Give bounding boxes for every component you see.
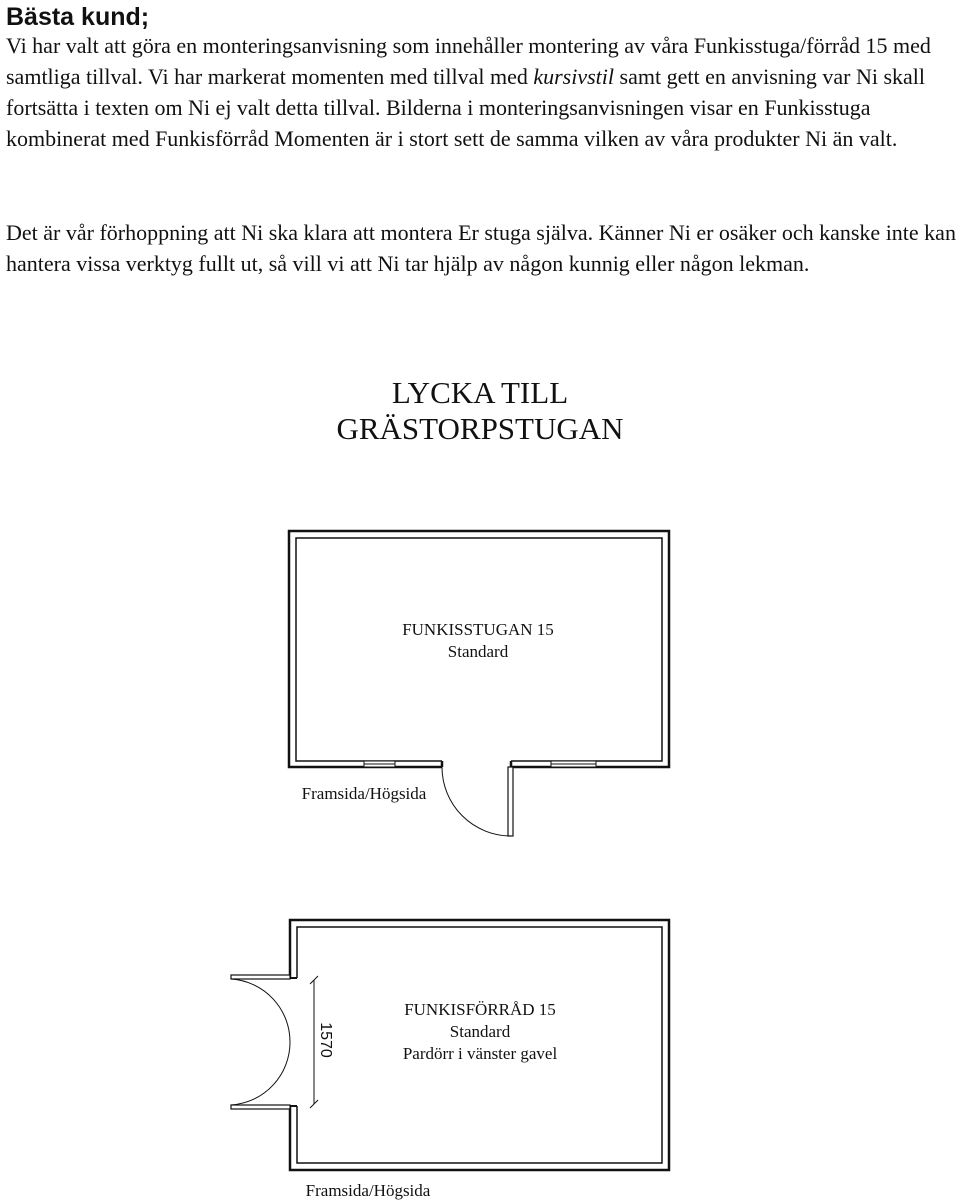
door-dimension-line — [310, 976, 318, 1108]
cabin-variant: Standard — [447, 642, 509, 661]
intro-italic-word: kursivstil — [533, 64, 615, 89]
cabin-front-label: Framsida/Högsida — [301, 784, 427, 803]
shed-front-label: Framsida/Högsida — [305, 1181, 431, 1200]
cabin-door — [442, 761, 513, 836]
shed-title: FUNKISFÖRRÅD 15 — [404, 1000, 556, 1019]
closing-line-1: LYCKA TILL — [391, 375, 569, 410]
intro-text-part1: Vi har valt att göra en monteringsanvisning som innehåller montering av våra Funkisstuga/förråd 15 med samtliga tillval. Vi har markerat momenten med tillval med — [6, 33, 931, 89]
shed-double-door — [231, 975, 290, 1109]
page-heading: Bästa kund; — [6, 3, 150, 31]
cabin-window-left — [364, 761, 395, 767]
door-dimension-value: 1570 — [317, 1022, 334, 1058]
closing-line-2: GRÄSTORPSTUGAN — [336, 411, 624, 446]
intro-text-part2: samt gett en anvisning var Ni skall fortsätta i texten om Ni ej valt detta tillval. Bilderna i monteringsanvisningen visar en Funkisstuga kombinerat med Funkisförråd Momenten är i stort sett de samma vilken av våra produkter Ni än valt. — [6, 64, 926, 151]
cabin-title: FUNKISSTUGAN 15 — [402, 620, 554, 639]
shed-door-note: Pardörr i vänster gavel — [402, 1044, 558, 1063]
cabin-window-right — [551, 761, 596, 767]
encouragement-paragraph: Det är vår förhoppning att Ni ska klara att montera Er stuga själva. Känner Ni er osäker och kanske inte kan hantera vissa verktyg fullt ut, så vill vi att Ni tar hjälp av någon kunnig eller någon lekman. — [6, 220, 956, 276]
shed-variant: Standard — [449, 1022, 511, 1041]
